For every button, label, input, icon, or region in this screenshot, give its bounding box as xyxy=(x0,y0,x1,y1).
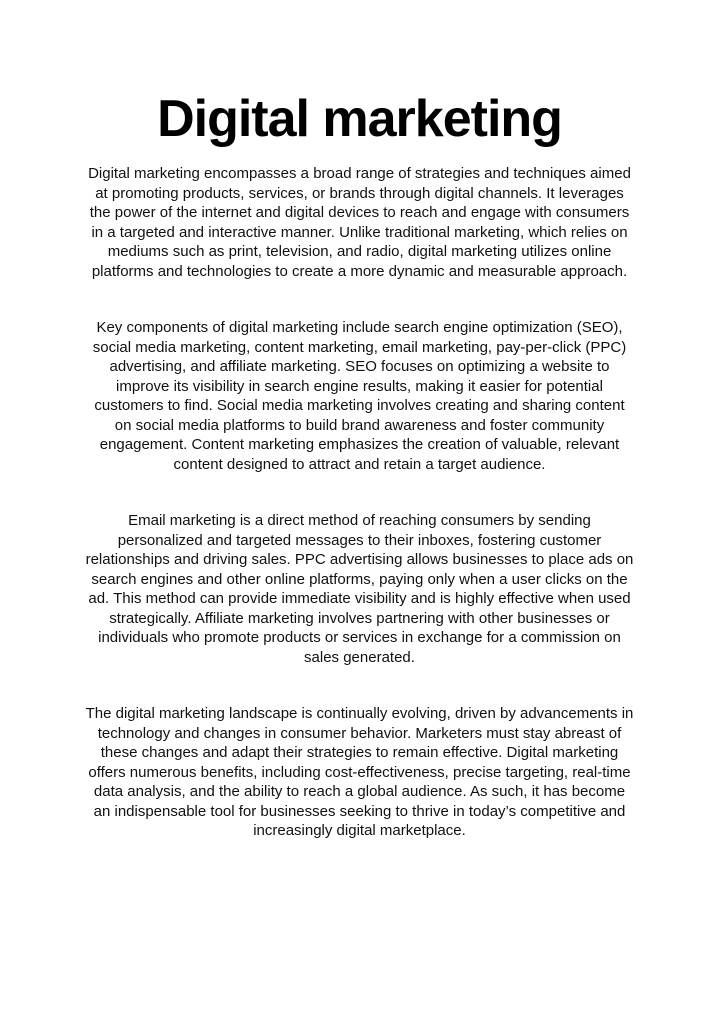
paragraph-landscape-evolving: The digital marketing landscape is continually evolving, driven by advancements in technology and changes in consumer behavior. Marketers must stay abreast of these changes and adapt their strategies to remain effective. Digital marketing offers numerous benefits, including cost-effectiveness, precise targeting, real-time data analysis, and the ability to reach a global audience. As such, it has become an indispensable tool for businesses seeking to thrive in today’s competitive and increasingly digital marketplace. xyxy=(85,705,634,839)
paragraph-email-ppc-affiliate: Email marketing is a direct method of reaching consumers by sending personalized and targeted messages to their inboxes, fostering customer relationships and driving sales. PPC advertising allows businesses to place ads on search engines and other online platforms, paying only when a user clicks on the ad. This method can provide immediate visibility and is highly effective when used strategically. Affiliate marketing involves partnering with other businesses or individuals who promote products or services in exchange for a commission on sales generated. xyxy=(85,512,634,666)
paragraph-intro: Digital marketing encompasses a broad range of strategies and techniques aimed at promoting products, services, or brands through digital channels. It leverages the power of the internet and digital devices to reach and engage with consumers in a targeted and interactive manner. Unlike traditional marketing, which relies on mediums such as print, television, and radio, digital marketing utilizes online platforms and technologies to create a more dynamic and measurable approach. xyxy=(88,165,631,280)
page-title: Digital marketing xyxy=(157,90,562,148)
paragraph-key-components: Key components of digital marketing include search engine optimization (SEO), social media marketing, content marketing, email marketing, pay-per-click (PPC) advertising, and affiliate marketing. SEO focuses on optimizing a website to improve its visibility in search engine results, making it easier for potential customers to find. Social media marketing involves creating and sharing content on social media platforms to build brand awareness and foster community engagement. Content marketing emphasizes the creation of valuable, relevant content designed to attract and retain a target audience. xyxy=(92,319,627,473)
